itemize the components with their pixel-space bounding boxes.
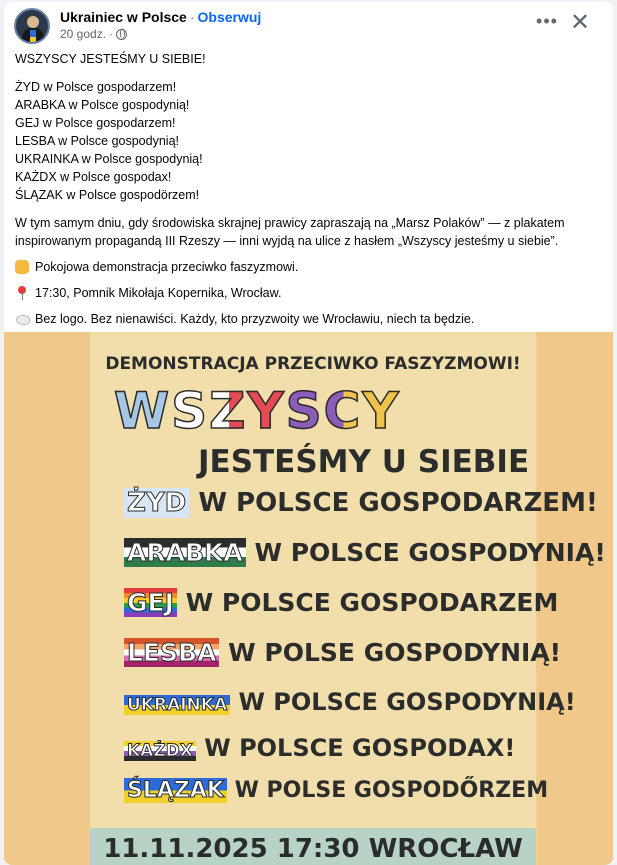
poster-row-2-text: W POLSCE GOSPODYNIĄ! [254, 538, 606, 567]
poster-date-band [90, 828, 536, 865]
poster-row-1-text: W POLSCE GOSPODARZEM! [198, 488, 598, 518]
post-heading: WSZYSCY JESTEŚMY U SIEBIE! [15, 52, 206, 66]
poster-row-5-tag: UKRAINKA [124, 695, 230, 715]
text-line-3: GEJ w Polsce gospodarzem! [15, 116, 176, 130]
poster-row-7 [124, 778, 570, 803]
poster-row-4 [124, 638, 570, 667]
follow-button[interactable]: Obserwuj [197, 9, 262, 25]
author-avatar[interactable] [14, 8, 50, 44]
author-line [60, 9, 261, 25]
emoji-line-location [15, 284, 603, 302]
text-line-4: LESBA w Polsce gospodynią! [15, 134, 179, 148]
emoji-line-rules [15, 310, 603, 328]
poster-top-text: DEMONSTRACJA PRZECIWKO FASZYZMOWI! [105, 354, 521, 374]
post-paragraph: W tym samym dniu, gdy środowiska skrajnej prawicy zapraszają na „Marsz Polaków” — z plakatem inspirowanym propagandą III Rzeszy — inni wyjdą na ulice z hasłem „Wszyscy jesteśmy u siebie”. [15, 216, 565, 248]
emoji-line-location-text: 17:30, Pomnik Mikołaja Kopernika, Wrocław. [35, 286, 282, 300]
poster-row-4-tag: LESBA [124, 638, 219, 667]
fist-emoji-icon [15, 260, 29, 274]
poster [90, 332, 606, 865]
emoji-line-demo-text: Pokojowa demonstracja przeciwko faszyzmowi. [35, 260, 299, 274]
poster-row-1 [124, 488, 598, 518]
poster-row-5-text: W POLSCE GOSPODYNIĄ! [238, 688, 576, 716]
meta-separator: · [109, 27, 114, 41]
post-photo[interactable] [4, 332, 613, 865]
poster-big-text: WSZYSCY [114, 382, 401, 440]
poster-row-2 [124, 538, 606, 567]
poster-row-7-tag: ŚLĄZAK [124, 778, 227, 803]
text-line-5: UKRAINKA w Polsce gospodynią! [15, 152, 203, 166]
poster-row-4-text: W POLSE GOSPODYNIĄ! [228, 638, 562, 667]
emoji-line-rules-text: Bez logo. Bez nienawiści. Każdy, kto przyzwoity we Wrocławiu, niech ta będzie. [35, 312, 475, 326]
poster-row-7-text: W POLSE GOSPODŐRZEM [234, 778, 549, 803]
globe-icon[interactable] [116, 29, 127, 40]
poster-row-3 [124, 588, 570, 617]
text-line-6: KAŻDX w Polsce gospodax! [15, 170, 172, 184]
close-icon[interactable]: ✕ [569, 9, 591, 36]
poster-row-2-tag: ARABKA [124, 538, 246, 567]
text-line-2: ARABKA w Polsce gospodynią! [15, 98, 190, 112]
author-separator: · [189, 9, 195, 25]
author-name[interactable]: Ukrainiec w Polsce [60, 9, 187, 25]
poster-row-3-tag: GEJ [124, 588, 177, 617]
text-line-1: ŻYD w Polsce gospodarzem! [15, 80, 177, 94]
post-header [14, 6, 603, 46]
poster-row-6-text: W POLSCE GOSPODAX! [204, 734, 516, 762]
post-text [15, 50, 603, 328]
text-line-7: ŚLĄZAK w Polsce gospodörzem! [15, 188, 200, 202]
pin-emoji-icon [15, 286, 29, 300]
emoji-line-demo [15, 258, 603, 276]
more-horizontal-icon[interactable]: ••• [536, 11, 558, 31]
dove-emoji-icon [15, 312, 29, 326]
poster-row-5 [124, 688, 576, 716]
poster-sub-text: JESTEŚMY U SIEBIE [198, 444, 530, 480]
avatar-head [27, 16, 39, 28]
poster-row-1-tag: ŻYD [124, 488, 189, 518]
poster-row-6 [124, 734, 570, 762]
avatar-flag [30, 30, 36, 44]
post-meta [60, 27, 127, 41]
poster-date: 11.11.2025 17:30 WROCŁAW [103, 834, 523, 864]
poster-row-6-tag: KAŻDX [124, 741, 196, 761]
poster-row-3-text: W POLSCE GOSPODARZEM [185, 588, 559, 617]
post-time[interactable]: 20 godz. [60, 27, 107, 41]
post-card [4, 2, 613, 865]
